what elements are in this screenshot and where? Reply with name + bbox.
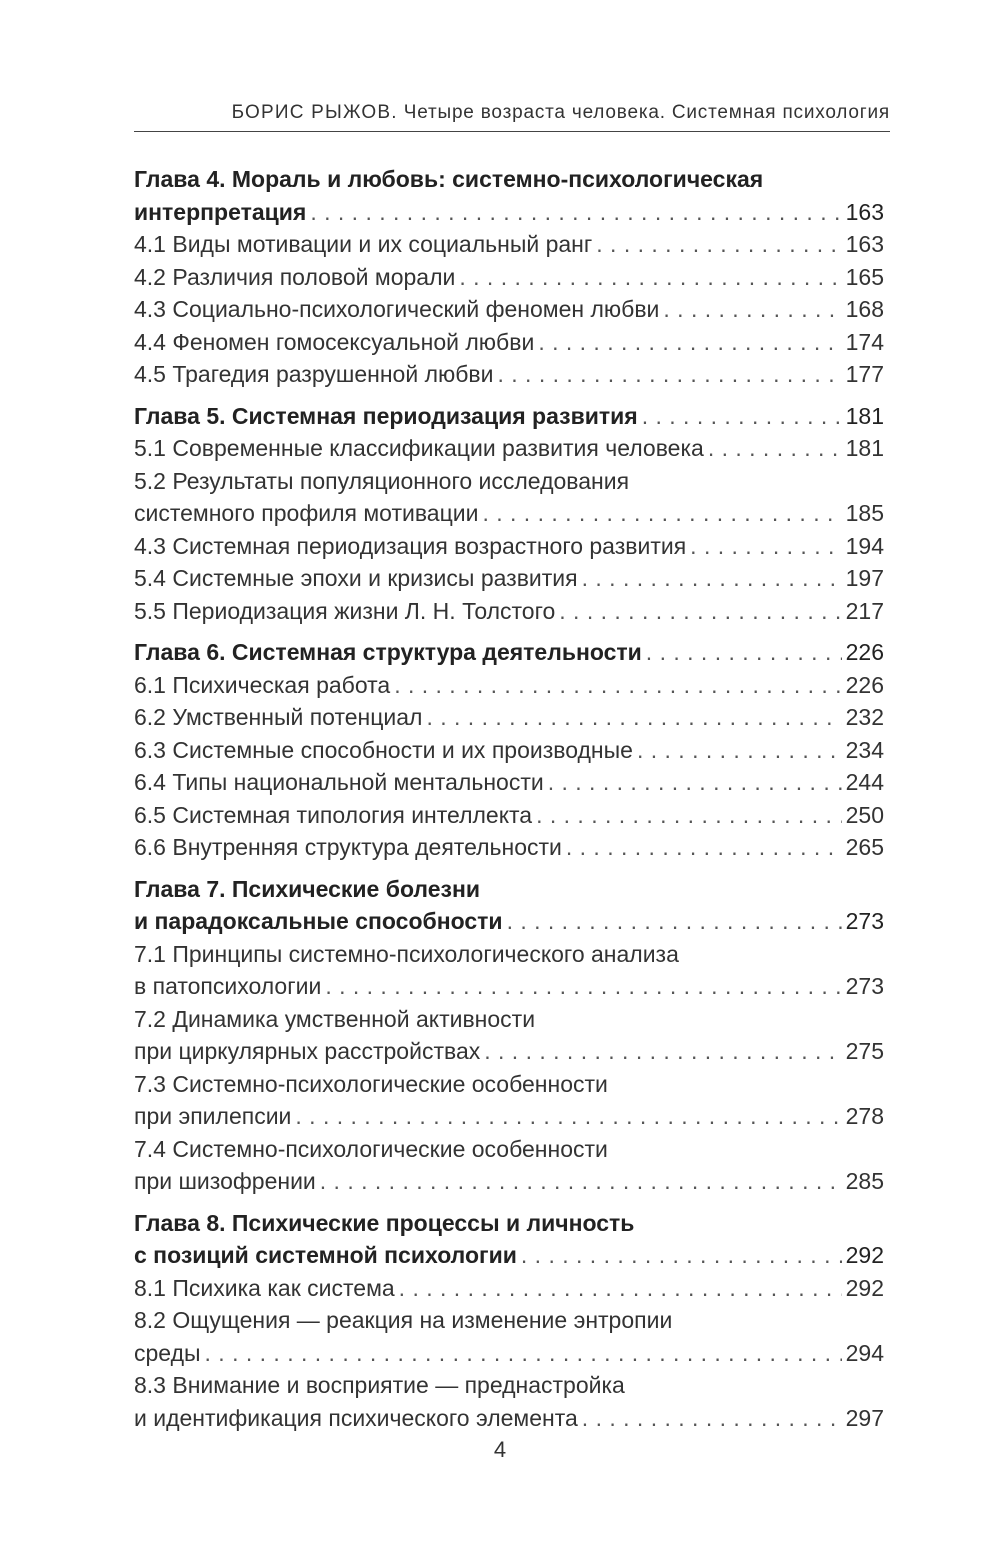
toc-chapter-entry [134, 163, 884, 228]
toc-entry-line [134, 701, 884, 734]
toc-entry-title: 4.2 Различия половой морали [134, 263, 456, 290]
toc-entry-line [134, 1165, 884, 1198]
toc-entry-line [134, 669, 884, 702]
toc-section-entry [134, 228, 884, 261]
toc-entry-title: в патопсихологии [134, 973, 322, 999]
toc-section-entry [134, 595, 884, 628]
toc-entry-title: 6.3 Системные способности и их производные [134, 736, 633, 763]
toc-page-number: 273 [845, 908, 884, 934]
dot-leader [482, 497, 841, 530]
toc-entry-line [134, 1272, 884, 1305]
toc-entry-line [134, 799, 884, 832]
toc-entry-title: 5.4 Системные эпохи и кризисы развития [134, 565, 578, 591]
toc-entry-title-line: 7.1 Принципы системно-психологического анализа [134, 940, 679, 967]
toc-section-entry [134, 562, 884, 595]
table-of-contents [134, 163, 884, 1434]
running-header [134, 102, 890, 124]
dot-leader [325, 970, 841, 1003]
toc-section-entry [134, 1133, 884, 1198]
toc-entry-line [134, 766, 884, 799]
toc-section-entry [134, 358, 884, 391]
toc-section-entry [134, 432, 884, 465]
toc-entry-title: 4.5 Трагедия разрушенной любви [134, 361, 494, 387]
toc-entry-title: 6.2 Умственный потенциал [134, 704, 423, 730]
toc-entry-line [134, 970, 884, 1003]
dot-leader [459, 261, 841, 294]
toc-page-number: 265 [845, 834, 884, 860]
toc-entry-line [134, 400, 884, 433]
toc-page-number: 273 [845, 973, 884, 999]
toc-section-entry [134, 766, 884, 799]
toc-section-entry [134, 831, 884, 864]
dot-leader [708, 432, 842, 465]
toc-entry-title: 6.6 Внутренняя структура деятельности [134, 834, 562, 860]
dot-leader [484, 1035, 841, 1068]
dot-leader [521, 1239, 842, 1272]
page-number: 4 [493, 1437, 507, 1462]
toc-entry-line [134, 1337, 884, 1370]
dot-leader [310, 196, 841, 229]
toc-entry-title: с позиций системной психологии [134, 1242, 517, 1268]
toc-entry-line [134, 530, 884, 563]
toc-entry-title: 6.1 Психическая работа [134, 671, 391, 698]
header-book-title: Четыре возраста человека. Системная психология [403, 102, 890, 123]
toc-entry-title: 6.4 Типы национальной ментальности [134, 769, 544, 795]
toc-entry-title-line: 7.4 Системно-психологические особенности [134, 1135, 608, 1162]
toc-chapter-entry [134, 400, 884, 433]
header-rule [134, 131, 890, 132]
toc-entry-line [134, 1239, 884, 1272]
toc-entry-line [134, 196, 884, 229]
toc-section-entry [134, 734, 884, 767]
dot-leader [559, 595, 841, 628]
toc-chapter-entry [134, 873, 884, 938]
toc-entry-title: 5.1 Современные классификации развития человека [134, 435, 704, 461]
toc-entry-line [134, 905, 884, 938]
toc-entry-title: 6.5 Системная типология интеллекта [134, 801, 533, 828]
dot-leader [566, 831, 842, 864]
toc-section-entry [134, 938, 884, 1003]
toc-entry-title-line: Глава 4. Мораль и любовь: системно-психологическая [134, 166, 764, 192]
toc-entry-title: системного профиля мотивации [134, 500, 479, 526]
dot-leader [536, 799, 842, 832]
toc-page-number: 217 [845, 597, 884, 624]
toc-entry-title-line: 7.3 Системно-психологические особенности [134, 1070, 608, 1097]
toc-entry-title-line: 5.2 Результаты популяционного исследования [134, 467, 630, 494]
toc-page-number: 226 [845, 671, 884, 698]
toc-entry-title: 4.1 Виды мотивации и их социальный ранг [134, 231, 593, 257]
toc-section-entry [134, 465, 884, 530]
dot-leader [548, 766, 842, 799]
toc-page-number: 194 [845, 532, 884, 559]
toc-entry-title-line: Глава 7. Психические болезни [134, 875, 480, 902]
toc-page-number: 163 [845, 198, 884, 225]
toc-entry-title: и идентификация психического элемента [134, 1404, 578, 1431]
toc-entry-line [134, 293, 884, 326]
toc-page-number: 226 [845, 639, 884, 665]
toc-entry-title-line: Глава 8. Психические процессы и личность [134, 1209, 635, 1236]
dot-leader [642, 400, 842, 433]
toc-page-number: 292 [845, 1242, 884, 1268]
toc-chapter-entry [134, 636, 884, 669]
dot-leader [637, 734, 842, 767]
toc-section-entry [134, 293, 884, 326]
toc-entry-line [134, 734, 884, 767]
toc-page-number: 234 [845, 736, 884, 763]
toc-page-number: 292 [845, 1274, 884, 1301]
toc-entry-line [134, 497, 884, 530]
toc-page-number: 278 [845, 1103, 884, 1129]
toc-entry-line [134, 1402, 884, 1435]
dot-leader [320, 1165, 842, 1198]
dot-leader [582, 562, 842, 595]
toc-section-entry [134, 701, 884, 734]
toc-page-number: 297 [845, 1404, 884, 1431]
toc-page-number: 285 [845, 1168, 884, 1194]
toc-entry-title: 8.1 Психика как система [134, 1274, 395, 1301]
toc-page-number: 185 [845, 500, 884, 526]
toc-entry-title: при циркулярных расстройствах [134, 1038, 481, 1064]
toc-page-number: 163 [845, 231, 884, 257]
toc-page-number: 275 [845, 1038, 884, 1064]
toc-entry-line [134, 228, 884, 261]
toc-section-entry [134, 1068, 884, 1133]
dot-leader [497, 358, 841, 391]
toc-section-entry [134, 669, 884, 702]
toc-entry-line [134, 636, 884, 669]
toc-entry-line [134, 358, 884, 391]
toc-page-number: 294 [845, 1339, 884, 1366]
toc-entry-title: Глава 5. Системная периодизация развития [134, 402, 638, 429]
toc-page-number: 174 [845, 328, 884, 355]
toc-entry-title-line: 8.2 Ощущения — реакция на изменение энтропии [134, 1307, 673, 1333]
toc-entry-title-line: 8.3 Внимание и восприятие — преднастройка [134, 1372, 625, 1398]
toc-entry-line [134, 261, 884, 294]
dot-leader [394, 669, 841, 702]
dot-leader [663, 293, 841, 326]
toc-entry-line [134, 1035, 884, 1068]
dot-leader [205, 1337, 842, 1370]
dot-leader [646, 636, 842, 669]
toc-page-number: 181 [845, 435, 884, 461]
dot-leader [295, 1100, 841, 1133]
toc-section-entry [134, 1369, 884, 1434]
toc-entry-title: и парадоксальные способности [134, 908, 503, 934]
toc-section-entry [134, 261, 884, 294]
toc-page-number: 197 [845, 565, 884, 591]
toc-page-number: 168 [845, 296, 884, 322]
toc-section-entry [134, 530, 884, 563]
toc-page-number: 165 [845, 263, 884, 290]
toc-entry-title: 4.3 Социально-психологический феномен любви [134, 296, 660, 322]
toc-page-number: 177 [845, 361, 884, 387]
toc-section-entry [134, 799, 884, 832]
toc-entry-title: при шизофрении [134, 1168, 316, 1194]
dot-leader [399, 1272, 842, 1305]
toc-entry-line [134, 326, 884, 359]
toc-entry-line [134, 595, 884, 628]
toc-section-entry [134, 1272, 884, 1305]
toc-entry-title-line: 7.2 Динамика умственной активности [134, 1005, 536, 1032]
toc-entry-title: 4.4 Феномен гомосексуальной любви [134, 328, 535, 355]
dot-leader [690, 530, 841, 563]
toc-entry-title: Глава 6. Системная структура деятельности [134, 639, 642, 665]
toc-page-number: 250 [845, 801, 884, 828]
toc-section-entry [134, 1003, 884, 1068]
toc-entry-title: при эпилепсии [134, 1103, 292, 1129]
dot-leader [538, 326, 841, 359]
toc-entry-line [134, 432, 884, 465]
dot-leader [596, 228, 841, 261]
toc-entry-title: среды [134, 1339, 201, 1366]
dot-leader [426, 701, 841, 734]
toc-entry-title: 4.3 Системная периодизация возрастного развития [134, 532, 687, 559]
toc-section-entry [134, 326, 884, 359]
toc-entry-title: 5.5 Периодизация жизни Л. Н. Толстого [134, 597, 556, 624]
toc-section-entry [134, 1304, 884, 1369]
toc-entry-title: интерпретация [134, 198, 307, 225]
toc-page-number: 232 [845, 704, 884, 730]
toc-entry-line [134, 1100, 884, 1133]
toc-page-number: 244 [845, 769, 884, 795]
toc-entry-line [134, 562, 884, 595]
toc-chapter-entry [134, 1207, 884, 1272]
dot-leader [582, 1402, 842, 1435]
dot-leader [507, 905, 842, 938]
header-author: БОРИС РЫЖОВ. [231, 102, 398, 123]
toc-entry-line [134, 831, 884, 864]
toc-page-number: 181 [845, 402, 884, 429]
